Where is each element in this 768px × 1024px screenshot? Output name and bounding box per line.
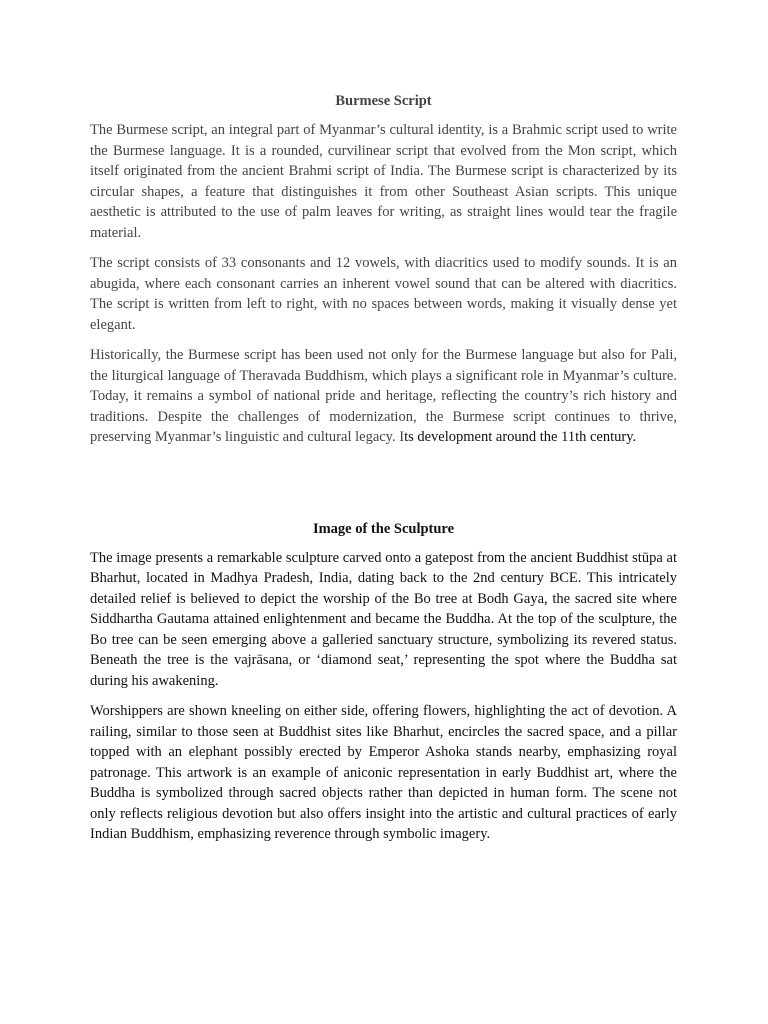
section-burmese-script (90, 91, 677, 448)
section-title: Burmese Script (335, 93, 432, 109)
paragraph: The image presents a remarkable sculpture carved onto a gatepost from the ancient Buddhist stūpa at Bharhut, located in Madhya Pradesh, India, dating back to the 2nd century BCE. This intricately detailed relief is believed to depict the worship of the Bo tree at Bodh Gaya, the sacred site where Siddhartha Gautama attained enlightenment and became the Buddha. At the top of the sculpture, the Bo tree can be seen emerging above a galleried sanctuary structure, symbolizing its revered status. Beneath the tree is the vajrāsana, or ‘diamond seat,’ representing the spot where the Buddha sat during his awakening. (90, 549, 677, 689)
paragraph: The script consists of 33 consonants and 12 vowels, with diacritics used to modify sounds. It is an abugida, where each consonant carries an inherent vowel sound that can be altered with diacritics. The script is written from left to right, with no spaces between words, making it visually dense yet elegant. (90, 255, 677, 333)
paragraph (90, 345, 677, 448)
section-sculpture (90, 519, 677, 845)
paragraph: The Burmese script, an integral part of Myanmar’s cultural identity, is a Brahmic script used to write the Burmese language. It is a rounded, curvilinear script that evolved from the Mon script, which itself originated from the ancient Brahmi script of India. The Burmese script is characterized by its circular shapes, a feature that distinguishes it from other Southeast Asian scripts. This unique aesthetic is attributed to the use of palm leaves for writing, as straight lines would tear the fragile material. (90, 122, 677, 241)
paragraph-tail-text: ts development around the 11th century. (404, 429, 637, 445)
paragraph-text: Historically, the Burmese script has been used not only for the Burmese language but also for Pali, the liturgical language of Theravada Buddhism, which plays a significant role in Myanmar’s culture. Today, it remains a symbol of national pride and heritage, reflecting the country’s rich history and traditions. Despite the challenges of modernization, the Burmese script continues to thrive, preserving Myanmar’s linguistic and cultural legacy. I (90, 347, 677, 445)
section-title: Image of the Sculpture (312, 520, 455, 537)
paragraph: Worshippers are shown kneeling on either side, offering flowers, highlighting the act of devotion. A railing, similar to those seen at Buddhist sites like Bharhut, encircles the sacred space, and a pillar topped with an elephant possibly erected by Emperor Ashoka stands nearby, emphasizing royal patronage. This artwork is an example of aniconic representation in early Buddhist art, where the Buddha is symbolized through sacred objects rather than depicted in human form. The scene not only reflects religious devotion but also offers insight into the artistic and cultural practices of early Indian Buddhism, emphasizing reverence through symbolic imagery. (90, 703, 677, 842)
document-page (90, 91, 677, 855)
